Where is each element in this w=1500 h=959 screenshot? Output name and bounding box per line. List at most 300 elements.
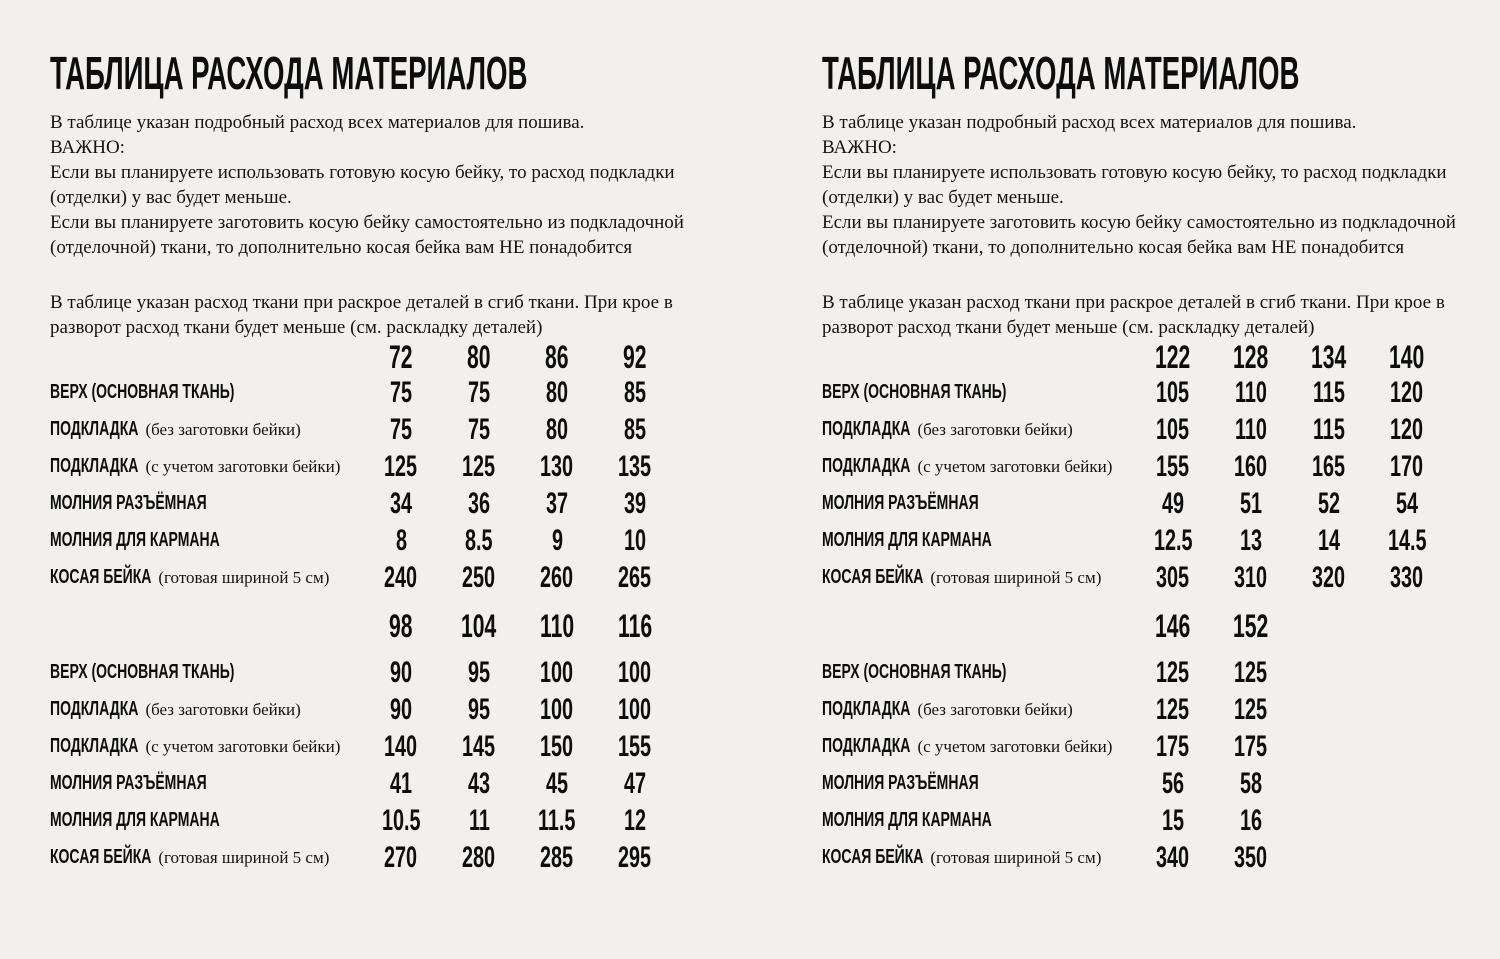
size-label: 146 bbox=[1155, 608, 1191, 644]
row-label-cell bbox=[822, 455, 1134, 478]
value: 34 bbox=[389, 486, 412, 520]
value: 125 bbox=[1156, 692, 1190, 726]
value-cell bbox=[518, 766, 596, 800]
value-cell bbox=[518, 729, 596, 763]
row-note: (готовая шириной 5 см) bbox=[930, 568, 1102, 587]
consumption-table-sizes-146-152 bbox=[822, 606, 1462, 876]
value-cell bbox=[362, 523, 440, 557]
value: 47 bbox=[623, 766, 646, 800]
value: 330 bbox=[1390, 560, 1424, 594]
value-cell bbox=[518, 486, 596, 520]
row-label-cell bbox=[50, 735, 362, 758]
row-label: МОЛНИЯ РАЗЪЁМНАЯ bbox=[822, 492, 979, 514]
row-label-cell bbox=[822, 418, 1134, 441]
row-note: (готовая шириной 5 см) bbox=[158, 568, 330, 587]
value-cell bbox=[440, 655, 518, 689]
row-label-cell bbox=[822, 846, 1134, 869]
value-cell bbox=[518, 523, 596, 557]
row-label-cell bbox=[822, 661, 1134, 684]
value: 105 bbox=[1156, 375, 1190, 409]
size-cell bbox=[1212, 341, 1290, 373]
value-cell bbox=[1134, 486, 1212, 520]
value-cell bbox=[1368, 412, 1446, 446]
panel-right bbox=[750, 0, 1500, 959]
size-cell bbox=[596, 610, 674, 642]
row-label-cell bbox=[822, 566, 1134, 589]
table-row bbox=[822, 728, 1462, 765]
table-row bbox=[50, 691, 690, 728]
value: 105 bbox=[1156, 412, 1190, 446]
consumption-table-sizes-72-92 bbox=[50, 340, 690, 596]
row-label-cell bbox=[822, 772, 1134, 795]
value: 130 bbox=[540, 449, 574, 483]
value-cell bbox=[1290, 523, 1368, 557]
cutting-note: В таблице указан расход ткани при раскрое деталей в сгиб ткани. При крое в разворот расход ткани будет меньше (см. раскладку деталей) bbox=[822, 292, 1445, 338]
table-row bbox=[822, 485, 1462, 522]
value-cell bbox=[1134, 840, 1212, 874]
value-cell bbox=[1212, 560, 1290, 594]
value-cell bbox=[362, 449, 440, 483]
value: 54 bbox=[1395, 486, 1418, 520]
value: 58 bbox=[1239, 766, 1262, 800]
row-note: (с учетом заготовки бейки) bbox=[917, 737, 1113, 756]
size-label: 128 bbox=[1233, 339, 1269, 375]
value: 11.5 bbox=[538, 803, 576, 837]
row-label-cell bbox=[50, 381, 362, 404]
value-cell bbox=[440, 486, 518, 520]
value: 100 bbox=[618, 655, 652, 689]
table-row bbox=[822, 411, 1462, 448]
row-label-cell bbox=[822, 698, 1134, 721]
value-cell bbox=[1134, 692, 1212, 726]
table-row bbox=[50, 765, 690, 802]
size-label: 140 bbox=[1389, 339, 1425, 375]
consumption-table-sizes-98-116 bbox=[50, 606, 690, 876]
size-cell bbox=[1290, 341, 1368, 373]
value-cell bbox=[1134, 449, 1212, 483]
row-note: (без заготовки бейки) bbox=[145, 420, 301, 439]
value-cell bbox=[1368, 375, 1446, 409]
value-cell bbox=[1212, 692, 1290, 726]
size-label: 110 bbox=[540, 608, 575, 644]
value-cell bbox=[362, 486, 440, 520]
row-label: КОСАЯ БЕЙКА bbox=[50, 846, 152, 868]
value: 125 bbox=[462, 449, 496, 483]
table-row bbox=[822, 691, 1462, 728]
size-cell bbox=[1134, 341, 1212, 373]
value: 39 bbox=[623, 486, 646, 520]
size-label: 98 bbox=[389, 608, 413, 644]
table-row bbox=[822, 559, 1462, 596]
value-cell bbox=[1212, 412, 1290, 446]
value: 49 bbox=[1161, 486, 1184, 520]
value: 16 bbox=[1239, 803, 1262, 837]
value: 15 bbox=[1161, 803, 1184, 837]
row-label-cell bbox=[50, 809, 362, 832]
row-note: (с учетом заготовки бейки) bbox=[145, 737, 341, 756]
value-cell bbox=[596, 560, 674, 594]
value: 170 bbox=[1390, 449, 1424, 483]
value-cell bbox=[1212, 655, 1290, 689]
value: 175 bbox=[1234, 729, 1268, 763]
value: 265 bbox=[618, 560, 652, 594]
value: 155 bbox=[618, 729, 652, 763]
value-cell bbox=[1290, 375, 1368, 409]
page-title-text: ТАБЛИЦА РАСХОДА МАТЕРИАЛОВ bbox=[50, 47, 528, 99]
row-label-cell bbox=[822, 735, 1134, 758]
value: 100 bbox=[540, 692, 574, 726]
size-header-row bbox=[822, 606, 1462, 646]
value: 51 bbox=[1239, 486, 1262, 520]
value: 150 bbox=[540, 729, 574, 763]
size-label: 116 bbox=[618, 608, 653, 644]
value-cell bbox=[1368, 486, 1446, 520]
table-row bbox=[822, 802, 1462, 839]
size-cell bbox=[1134, 610, 1212, 642]
row-label-cell bbox=[822, 809, 1134, 832]
size-label: 122 bbox=[1155, 339, 1191, 375]
value-cell bbox=[440, 375, 518, 409]
row-note: (без заготовки бейки) bbox=[145, 700, 301, 719]
value: 90 bbox=[389, 692, 412, 726]
value: 280 bbox=[462, 840, 496, 874]
row-label: ПОДКЛАДКА bbox=[50, 418, 139, 440]
value-cell bbox=[440, 449, 518, 483]
value: 240 bbox=[384, 560, 418, 594]
value-cell bbox=[596, 375, 674, 409]
row-label: ПОДКЛАДКА bbox=[50, 698, 139, 720]
value-cell bbox=[440, 692, 518, 726]
value: 8.5 bbox=[465, 523, 493, 557]
row-label: КОСАЯ БЕЙКА bbox=[822, 566, 924, 588]
value: 36 bbox=[467, 486, 490, 520]
value: 125 bbox=[384, 449, 418, 483]
size-label: 72 bbox=[389, 339, 413, 375]
row-label-cell bbox=[822, 492, 1134, 515]
value-cell bbox=[1212, 803, 1290, 837]
value: 10 bbox=[623, 523, 646, 557]
value-cell bbox=[1134, 766, 1212, 800]
value-cell bbox=[440, 840, 518, 874]
row-label: ПОДКЛАДКА bbox=[822, 735, 911, 757]
value: 155 bbox=[1156, 449, 1190, 483]
value-cell bbox=[518, 840, 596, 874]
row-label-cell bbox=[822, 381, 1134, 404]
value-cell bbox=[1212, 766, 1290, 800]
size-cell bbox=[440, 341, 518, 373]
page-title bbox=[50, 47, 690, 99]
row-label: МОЛНИЯ ДЛЯ КАРМАНА bbox=[50, 529, 220, 551]
value: 8 bbox=[395, 523, 407, 557]
row-label: МОЛНИЯ ДЛЯ КАРМАНА bbox=[50, 809, 220, 831]
value-cell bbox=[596, 449, 674, 483]
row-label: МОЛНИЯ ДЛЯ КАРМАНА bbox=[822, 809, 992, 831]
value-cell bbox=[1134, 560, 1212, 594]
value: 145 bbox=[462, 729, 496, 763]
row-label: ВЕРХ (ОСНОВНАЯ ТКАНЬ) bbox=[822, 381, 1007, 403]
value-cell bbox=[1212, 375, 1290, 409]
value-cell bbox=[362, 840, 440, 874]
row-note: (готовая шириной 5 см) bbox=[930, 848, 1102, 867]
value-cell bbox=[440, 803, 518, 837]
size-label: 134 bbox=[1311, 339, 1347, 375]
table-row bbox=[50, 374, 690, 411]
value: 260 bbox=[540, 560, 574, 594]
value: 135 bbox=[618, 449, 652, 483]
row-label: МОЛНИЯ РАЗЪЁМНАЯ bbox=[822, 772, 979, 794]
value-cell bbox=[1368, 523, 1446, 557]
value: 75 bbox=[389, 412, 412, 446]
row-label-cell bbox=[50, 566, 362, 589]
value: 100 bbox=[618, 692, 652, 726]
intro-line: Если вы планируете использовать готовую косую бейку, то расход подкладки (отделки) у вас будет меньше. bbox=[50, 162, 675, 208]
value-cell bbox=[440, 412, 518, 446]
value-cell bbox=[362, 412, 440, 446]
value: 43 bbox=[467, 766, 490, 800]
value-cell bbox=[440, 729, 518, 763]
value-cell bbox=[518, 560, 596, 594]
table-row bbox=[822, 654, 1462, 691]
row-label-cell bbox=[50, 455, 362, 478]
value-cell bbox=[1290, 560, 1368, 594]
cutting-note: В таблице указан расход ткани при раскрое деталей в сгиб ткани. При крое в разворот расход ткани будет меньше (см. раскладку деталей) bbox=[50, 292, 673, 338]
intro-line: ВАЖНО: bbox=[822, 137, 897, 158]
value-cell bbox=[596, 412, 674, 446]
value: 100 bbox=[540, 655, 574, 689]
value-cell bbox=[1134, 729, 1212, 763]
table-row bbox=[50, 485, 690, 522]
intro-line: В таблице указан подробный расход всех материалов для пошива. bbox=[822, 112, 1357, 133]
value: 85 bbox=[623, 375, 646, 409]
table-row bbox=[50, 802, 690, 839]
value: 115 bbox=[1312, 375, 1345, 409]
value: 37 bbox=[545, 486, 568, 520]
value-cell bbox=[440, 560, 518, 594]
intro-line: ВАЖНО: bbox=[50, 137, 125, 158]
value-cell bbox=[362, 803, 440, 837]
row-label-cell bbox=[50, 698, 362, 721]
table-row bbox=[50, 559, 690, 596]
size-header-row bbox=[50, 606, 690, 646]
value-cell bbox=[440, 766, 518, 800]
table-row bbox=[822, 448, 1462, 485]
row-label: ВЕРХ (ОСНОВНАЯ ТКАНЬ) bbox=[822, 661, 1007, 683]
row-label: КОСАЯ БЕЙКА bbox=[50, 566, 152, 588]
size-cell bbox=[362, 610, 440, 642]
value-cell bbox=[1290, 486, 1368, 520]
value: 80 bbox=[545, 412, 568, 446]
row-label: ПОДКЛАДКА bbox=[822, 418, 911, 440]
size-cell bbox=[440, 610, 518, 642]
value-cell bbox=[596, 803, 674, 837]
value: 115 bbox=[1312, 412, 1345, 446]
value: 305 bbox=[1156, 560, 1190, 594]
value-cell bbox=[596, 692, 674, 726]
size-cell bbox=[1212, 610, 1290, 642]
consumption-table-sizes-122-140 bbox=[822, 340, 1462, 596]
row-label: ПОДКЛАДКА bbox=[822, 455, 911, 477]
value: 95 bbox=[467, 655, 490, 689]
size-label: 152 bbox=[1233, 608, 1269, 644]
value-cell bbox=[362, 766, 440, 800]
value-cell bbox=[518, 375, 596, 409]
value: 75 bbox=[467, 375, 490, 409]
value-cell bbox=[518, 655, 596, 689]
size-cell bbox=[518, 341, 596, 373]
value: 270 bbox=[384, 840, 418, 874]
size-label: 86 bbox=[545, 339, 569, 375]
value-cell bbox=[362, 375, 440, 409]
size-cell bbox=[518, 610, 596, 642]
value: 120 bbox=[1390, 375, 1424, 409]
table-row bbox=[822, 374, 1462, 411]
row-label-cell bbox=[50, 529, 362, 552]
value-cell bbox=[518, 449, 596, 483]
row-label-cell bbox=[50, 492, 362, 515]
value: 12.5 bbox=[1153, 523, 1193, 557]
value: 90 bbox=[389, 655, 412, 689]
value: 45 bbox=[545, 766, 568, 800]
value-cell bbox=[596, 655, 674, 689]
value-cell bbox=[518, 803, 596, 837]
table-row bbox=[50, 448, 690, 485]
value: 350 bbox=[1234, 840, 1268, 874]
value: 125 bbox=[1156, 655, 1190, 689]
intro-text bbox=[50, 110, 690, 260]
row-label-cell bbox=[822, 529, 1134, 552]
size-label: 80 bbox=[467, 339, 491, 375]
value: 295 bbox=[618, 840, 652, 874]
value-cell bbox=[596, 840, 674, 874]
value: 13 bbox=[1239, 523, 1262, 557]
value-cell bbox=[1134, 655, 1212, 689]
value-cell bbox=[362, 560, 440, 594]
row-label: ПОДКЛАДКА bbox=[50, 735, 139, 757]
intro-line: Если вы планируете использовать готовую косую бейку, то расход подкладки (отделки) у вас будет меньше. bbox=[822, 162, 1447, 208]
value: 160 bbox=[1234, 449, 1268, 483]
value-cell bbox=[1212, 486, 1290, 520]
value: 140 bbox=[384, 729, 418, 763]
value: 14 bbox=[1317, 523, 1340, 557]
value: 10.5 bbox=[381, 803, 421, 837]
table-row bbox=[50, 411, 690, 448]
row-label: ПОДКЛАДКА bbox=[822, 698, 911, 720]
value-cell bbox=[1368, 560, 1446, 594]
value: 56 bbox=[1161, 766, 1184, 800]
value-cell bbox=[1368, 449, 1446, 483]
row-note: (без заготовки бейки) bbox=[917, 420, 1073, 439]
intro-line: Если вы планируете заготовить косую бейку самостоятельно из подкладочной (отделочной) ткани, то дополнительно косая бейка вам НЕ понадобится bbox=[822, 212, 1456, 258]
value: 340 bbox=[1156, 840, 1190, 874]
value: 75 bbox=[467, 412, 490, 446]
value: 110 bbox=[1234, 412, 1267, 446]
row-label-cell bbox=[50, 418, 362, 441]
value: 41 bbox=[389, 766, 412, 800]
table-row bbox=[822, 839, 1462, 876]
value-cell bbox=[518, 692, 596, 726]
table-row bbox=[822, 522, 1462, 559]
value: 110 bbox=[1234, 375, 1267, 409]
value: 9 bbox=[551, 523, 563, 557]
value: 175 bbox=[1156, 729, 1190, 763]
size-label: 92 bbox=[623, 339, 647, 375]
value: 285 bbox=[540, 840, 574, 874]
row-note: (готовая шириной 5 см) bbox=[158, 848, 330, 867]
row-note: (с учетом заготовки бейки) bbox=[145, 457, 341, 476]
value-cell bbox=[440, 523, 518, 557]
page-title-text: ТАБЛИЦА РАСХОДА МАТЕРИАЛОВ bbox=[822, 47, 1300, 99]
value: 120 bbox=[1390, 412, 1424, 446]
row-label-cell bbox=[50, 846, 362, 869]
value-cell bbox=[1134, 803, 1212, 837]
size-cell bbox=[1368, 341, 1446, 373]
row-note: (без заготовки бейки) bbox=[917, 700, 1073, 719]
value-cell bbox=[362, 692, 440, 726]
row-label: ВЕРХ (ОСНОВНАЯ ТКАНЬ) bbox=[50, 661, 235, 683]
value-cell bbox=[1134, 375, 1212, 409]
row-label: МОЛНИЯ РАЗЪЁМНАЯ bbox=[50, 492, 207, 514]
value: 80 bbox=[545, 375, 568, 409]
value: 52 bbox=[1317, 486, 1340, 520]
value-cell bbox=[1134, 412, 1212, 446]
page-title bbox=[822, 47, 1462, 99]
row-label: КОСАЯ БЕЙКА bbox=[822, 846, 924, 868]
value: 125 bbox=[1234, 655, 1268, 689]
value: 11 bbox=[468, 803, 490, 837]
value: 95 bbox=[467, 692, 490, 726]
row-label: МОЛНИЯ ДЛЯ КАРМАНА bbox=[822, 529, 992, 551]
size-header-row bbox=[50, 340, 690, 374]
value: 310 bbox=[1234, 560, 1268, 594]
table-row bbox=[50, 654, 690, 691]
row-label: МОЛНИЯ РАЗЪЁМНАЯ bbox=[50, 772, 207, 794]
table-row bbox=[822, 765, 1462, 802]
row-label: ПОДКЛАДКА bbox=[50, 455, 139, 477]
value: 125 bbox=[1234, 692, 1268, 726]
value: 165 bbox=[1312, 449, 1346, 483]
size-header-row bbox=[822, 340, 1462, 374]
row-label-cell bbox=[50, 661, 362, 684]
value: 75 bbox=[389, 375, 412, 409]
value-cell bbox=[362, 655, 440, 689]
value: 320 bbox=[1312, 560, 1346, 594]
table-row bbox=[50, 839, 690, 876]
value-cell bbox=[1134, 523, 1212, 557]
size-cell bbox=[362, 341, 440, 373]
value: 12 bbox=[623, 803, 646, 837]
value-cell bbox=[362, 729, 440, 763]
value-cell bbox=[1212, 729, 1290, 763]
value: 85 bbox=[623, 412, 646, 446]
value: 250 bbox=[462, 560, 496, 594]
value-cell bbox=[518, 412, 596, 446]
value: 14.5 bbox=[1387, 523, 1427, 557]
table-row bbox=[50, 522, 690, 559]
value-cell bbox=[1212, 840, 1290, 874]
value-cell bbox=[1290, 449, 1368, 483]
size-label: 104 bbox=[461, 608, 497, 644]
value-cell bbox=[596, 729, 674, 763]
size-cell bbox=[596, 341, 674, 373]
row-label-cell bbox=[50, 772, 362, 795]
value-cell bbox=[596, 486, 674, 520]
table-row bbox=[50, 728, 690, 765]
intro-line: Если вы планируете заготовить косую бейку самостоятельно из подкладочной (отделочной) ткани, то дополнительно косая бейка вам НЕ понадобится bbox=[50, 212, 684, 258]
value-cell bbox=[1290, 412, 1368, 446]
intro-line: В таблице указан подробный расход всех материалов для пошива. bbox=[50, 112, 585, 133]
value-cell bbox=[596, 523, 674, 557]
row-note: (с учетом заготовки бейки) bbox=[917, 457, 1113, 476]
